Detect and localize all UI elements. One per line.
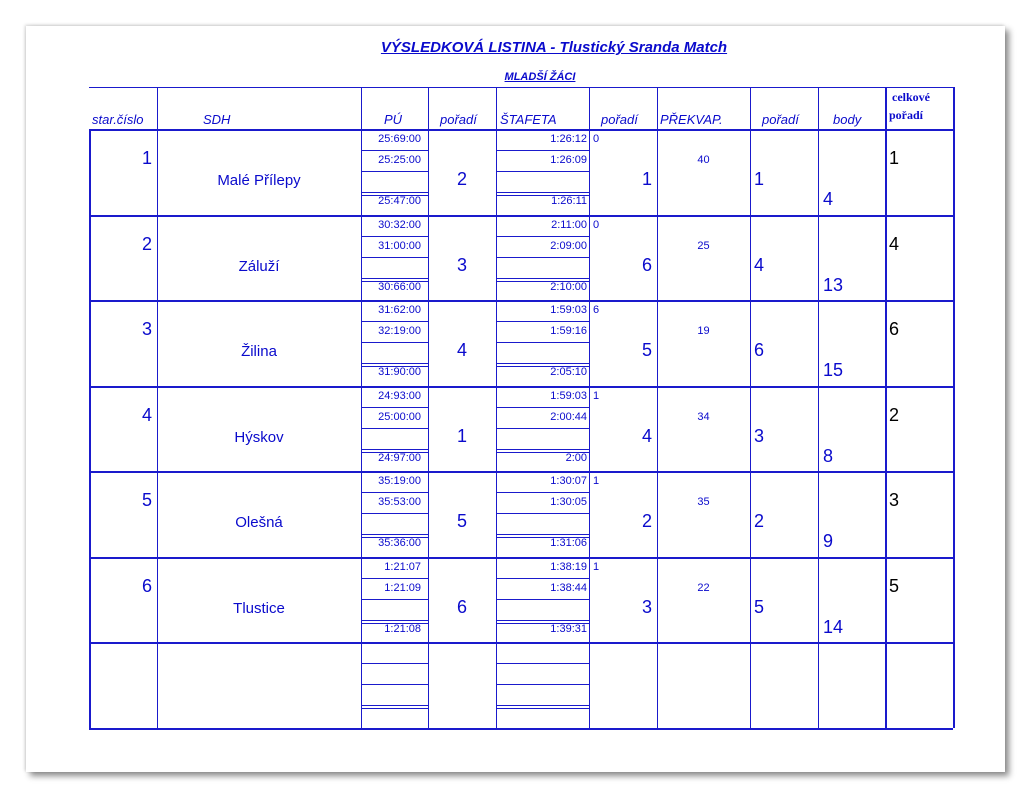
- points-total: 15: [823, 360, 844, 380]
- row-separator: [89, 557, 953, 559]
- subrow-line: [496, 192, 589, 193]
- team-name: Hýskov: [234, 428, 284, 446]
- subrow-line: [496, 342, 589, 343]
- pu-time: 25:25:00: [378, 154, 421, 166]
- row-separator: [89, 642, 953, 644]
- subrow-line: [496, 513, 589, 514]
- relay-flag: 1: [593, 475, 600, 487]
- overall-rank: 5: [889, 575, 900, 596]
- relay-time: 1:39:31: [550, 622, 587, 635]
- header-rank-obstacles: pořadí: [762, 112, 799, 127]
- obstacle-score: 34: [697, 410, 710, 423]
- obstacle-rank: 6: [754, 340, 765, 360]
- points-total: 4: [823, 189, 834, 209]
- header-top-line: [89, 87, 953, 88]
- obstacle-score: 40: [697, 154, 710, 166]
- row-separator: [89, 471, 953, 473]
- subrow-line: [496, 620, 589, 621]
- points-total: 9: [823, 531, 834, 551]
- obstacle-score: 22: [697, 581, 710, 594]
- row-separator: [89, 300, 953, 302]
- pu-rank: 1: [457, 425, 468, 446]
- obstacle-rank: 4: [754, 254, 765, 275]
- start-number: 5: [142, 490, 153, 510]
- subrow-line: [361, 492, 428, 493]
- relay-flag: 1: [593, 560, 600, 573]
- subrow-line: [496, 492, 589, 493]
- subrow-line: [361, 534, 428, 535]
- column-divider: [589, 87, 590, 728]
- subrow-line: [496, 428, 589, 429]
- pu-rank: 3: [457, 254, 468, 275]
- relay-rank: 5: [642, 340, 653, 360]
- relay-time: 2:09:00: [550, 239, 587, 252]
- table-left-border: [89, 129, 91, 728]
- pu-time: 25:00:00: [378, 410, 421, 423]
- subrow-line: [496, 705, 589, 706]
- subrow-line: [496, 171, 589, 172]
- pu-time: 31:90:00: [378, 366, 421, 378]
- pu-time: 31:62:00: [378, 304, 421, 316]
- header-rank-pu: pořadí: [440, 112, 477, 127]
- column-divider: [657, 87, 658, 728]
- subrow-line: [361, 513, 428, 514]
- subrow-line: [361, 257, 428, 258]
- relay-rank: 4: [642, 425, 653, 446]
- pu-time: 1:21:07: [384, 560, 421, 573]
- start-number: 1: [142, 148, 153, 168]
- points-total: 14: [823, 616, 844, 637]
- pu-rank: 2: [457, 169, 468, 189]
- relay-time: 1:59:03: [550, 389, 587, 402]
- header-pu: PÚ: [384, 112, 403, 127]
- subrow-line: [361, 663, 428, 664]
- relay-time: 1:38:44: [550, 581, 587, 594]
- subrow-line: [361, 407, 428, 408]
- points-total: 8: [823, 445, 834, 466]
- obstacle-score: 19: [697, 325, 710, 337]
- header-bottom-line: [89, 129, 953, 131]
- subrow-line: [496, 663, 589, 664]
- header-overall-rank: pořadí: [889, 108, 924, 122]
- obstacle-rank: 3: [754, 425, 765, 446]
- overall-rank: 1: [889, 148, 900, 168]
- relay-rank: 2: [642, 511, 653, 531]
- pu-time: 24:97:00: [378, 451, 421, 464]
- relay-rank: 6: [642, 254, 653, 275]
- team-name: Malé Přílepy: [217, 172, 301, 189]
- subrow-line: [361, 578, 428, 579]
- relay-time: 1:30:05: [550, 496, 587, 508]
- start-number: 2: [142, 233, 153, 254]
- pu-rank: 4: [457, 340, 468, 360]
- subrow-line: [361, 620, 428, 621]
- pu-time: 1:21:08: [384, 622, 421, 635]
- relay-time: 1:31:06: [550, 537, 587, 549]
- row-separator: [89, 728, 953, 730]
- pu-time: 25:47:00: [378, 195, 421, 207]
- subrow-line: [361, 321, 428, 322]
- pu-time: 1:21:09: [384, 581, 421, 594]
- subrow-line: [361, 192, 428, 193]
- overall-rank: 4: [889, 233, 900, 254]
- relay-time: 1:30:07: [550, 475, 587, 487]
- pu-time: 35:19:00: [378, 475, 421, 487]
- relay-time: 2:11:00: [551, 218, 587, 231]
- pu-time: 25:69:00: [378, 133, 421, 145]
- points-total: 13: [823, 274, 844, 295]
- header-start-number: star.číslo: [92, 112, 144, 127]
- pu-time: 24:93:00: [378, 389, 421, 402]
- obstacle-rank: 2: [754, 511, 765, 531]
- obstacle-rank: 5: [754, 596, 765, 617]
- relay-flag: 0: [593, 133, 600, 145]
- subrow-line: [496, 534, 589, 535]
- subrow-line: [496, 150, 589, 151]
- relay-flag: 6: [593, 304, 600, 316]
- subrow-line: [361, 684, 428, 685]
- team-name: Olešná: [235, 514, 283, 531]
- subrow-line: [496, 257, 589, 258]
- row-separator: [89, 386, 953, 388]
- category-subtitle: MLADŠÍ ŽÁCI: [504, 71, 576, 83]
- obstacle-score: 25: [697, 239, 710, 252]
- pu-time: 30:32:00: [378, 218, 421, 231]
- team-name: Záluží: [238, 257, 280, 275]
- column-divider: [428, 87, 429, 728]
- subrow-line: [361, 363, 428, 364]
- obstacle-rank: 1: [754, 169, 765, 189]
- subrow-line: [361, 428, 428, 429]
- row-separator: [89, 215, 953, 217]
- subrow-line: [496, 407, 589, 408]
- header-overall: celkové: [892, 90, 930, 104]
- subrow-line: [496, 278, 589, 279]
- pu-time: 35:53:00: [378, 496, 421, 508]
- subrow-line: [361, 708, 428, 709]
- subrow-line: [361, 705, 428, 706]
- column-divider: [818, 87, 819, 728]
- overall-rank: 6: [889, 319, 900, 339]
- start-number: 4: [142, 404, 153, 425]
- subrow-line: [361, 236, 428, 237]
- relay-time: 2:00:44: [550, 410, 587, 423]
- start-number: 3: [142, 319, 153, 339]
- team-name: Žilina: [241, 343, 277, 360]
- relay-time: 1:26:12: [550, 133, 587, 145]
- relay-time: 2:00: [565, 451, 587, 464]
- column-divider: [750, 87, 751, 728]
- subrow-line: [496, 449, 589, 450]
- subrow-line: [361, 171, 428, 172]
- relay-time: 1:26:09: [550, 154, 587, 166]
- relay-time: 2:10:00: [550, 280, 587, 293]
- subrow-line: [496, 684, 589, 685]
- subrow-line: [361, 449, 428, 450]
- subrow-line: [361, 150, 428, 151]
- start-number: 6: [142, 575, 153, 596]
- obstacle-score: 35: [697, 496, 710, 508]
- team-name: Tlustice: [233, 599, 285, 617]
- column-divider-overall: [885, 87, 887, 728]
- header-obstacles: PŘEKVAP.: [660, 112, 723, 127]
- pu-time: 31:00:00: [378, 239, 421, 252]
- pu-rank: 6: [457, 596, 468, 617]
- relay-rank: 1: [642, 169, 653, 189]
- pu-rank: 5: [457, 511, 468, 531]
- relay-rank: 3: [642, 596, 653, 617]
- subrow-line: [361, 342, 428, 343]
- pu-time: 35:36:00: [378, 537, 421, 549]
- relay-flag: 0: [593, 218, 600, 231]
- document-title: VÝSLEDKOVÁ LISTINA - Tlustický Sranda Match: [380, 39, 728, 56]
- relay-time: 2:05:10: [550, 366, 587, 378]
- subrow-line: [496, 236, 589, 237]
- overall-rank: 2: [889, 404, 900, 425]
- subrow-line: [361, 278, 428, 279]
- subrow-line: [496, 321, 589, 322]
- relay-time: 1:59:16: [550, 325, 587, 337]
- subrow-line: [496, 599, 589, 600]
- table-right-border: [953, 87, 955, 728]
- pu-time: 32:19:00: [378, 325, 421, 337]
- subrow-line: [496, 708, 589, 709]
- subrow-line: [496, 578, 589, 579]
- header-sdh: SDH: [203, 112, 231, 127]
- relay-flag: 1: [593, 389, 600, 402]
- pu-time: 30:66:00: [378, 280, 421, 293]
- overall-rank: 3: [889, 490, 900, 510]
- subrow-line: [496, 363, 589, 364]
- relay-time: 1:38:19: [550, 560, 587, 573]
- subrow-line: [361, 599, 428, 600]
- header-rank-relay: pořadí: [601, 112, 638, 127]
- relay-time: 1:59:03: [550, 304, 587, 316]
- header-points: body: [833, 112, 862, 127]
- relay-time: 1:26:11: [551, 195, 587, 207]
- header-relay: ŠTAFETA: [500, 112, 557, 127]
